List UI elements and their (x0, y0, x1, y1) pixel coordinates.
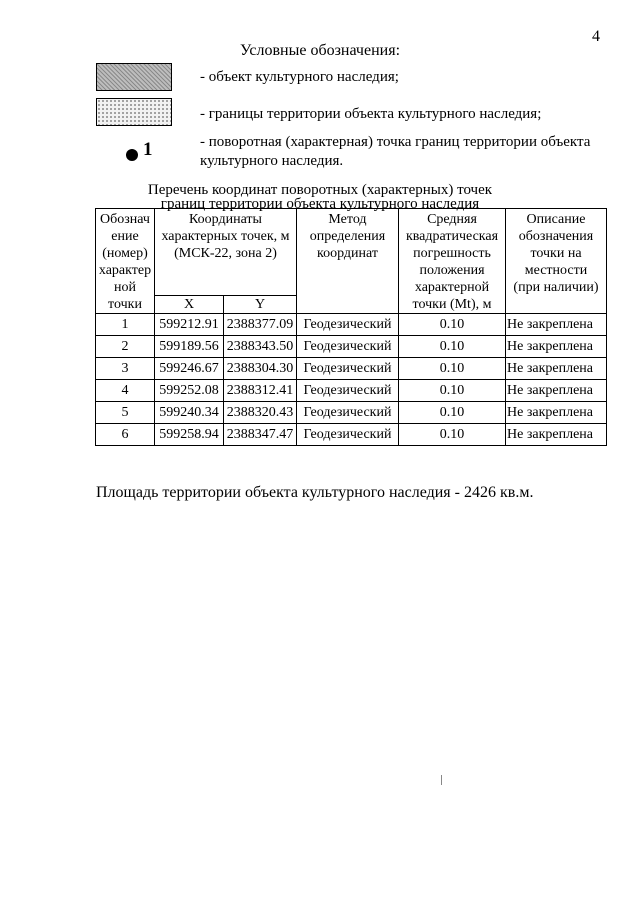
cell-num: 2 (96, 336, 155, 358)
cell-method: Геодезический (297, 424, 399, 446)
table-row (96, 314, 607, 336)
legend-text-heritage-object: - объект культурного наследия; (200, 69, 399, 85)
hatched-swatch-icon (96, 63, 172, 91)
cell-y: 2388320.43 (224, 402, 297, 424)
table-caption-line-2: границ территории объекта культурного наследия (160, 196, 480, 212)
legend-item-heritage-object (96, 63, 616, 103)
cell-num: 1 (96, 314, 155, 336)
header-error-text: Средняя квадратическая погрешность положения характерной точки (Mt), м (405, 212, 499, 312)
cell-num: 3 (96, 358, 155, 380)
cell-desc: Не закреплена (506, 380, 607, 402)
cell-y: 2388312.41 (224, 380, 297, 402)
header-description (506, 209, 607, 314)
cell-x: 599189.56 (155, 336, 224, 358)
cell-y: 2388377.09 (224, 314, 297, 336)
header-coordinates (155, 209, 297, 296)
table-row (96, 380, 607, 402)
table-row (96, 402, 607, 424)
header-description-text: Описание обозначения точки на местности (при наличии) (513, 212, 599, 295)
table-row (96, 336, 607, 358)
cell-num: 5 (96, 402, 155, 424)
cell-method: Геодезический (297, 358, 399, 380)
cell-method: Геодезический (297, 402, 399, 424)
cell-desc: Не закреплена (506, 336, 607, 358)
legend-text-turning-point: - поворотная (характерная) точка границ территории объекта культурного наследия. (200, 134, 591, 169)
cell-num: 6 (96, 424, 155, 446)
header-y: Y (224, 296, 297, 314)
cell-x: 599212.91 (155, 314, 224, 336)
cell-y: 2388343.50 (224, 336, 297, 358)
cell-error: 0.10 (399, 358, 506, 380)
point-marker-label: 1 (143, 139, 153, 160)
legend-item-turning-point (96, 133, 616, 173)
cell-y: 2388304.30 (224, 358, 297, 380)
cell-x: 599240.34 (155, 402, 224, 424)
area-note: Площадь территории объекта культурного наследия - 2426 кв.м. (96, 484, 534, 501)
cell-method: Геодезический (297, 314, 399, 336)
cell-desc: Не закреплена (506, 402, 607, 424)
header-x: X (155, 296, 224, 314)
scan-mark (441, 775, 442, 785)
cell-desc: Не закреплена (506, 424, 607, 446)
cell-y: 2388347.47 (224, 424, 297, 446)
table-row (96, 424, 607, 446)
cell-error: 0.10 (399, 402, 506, 424)
cell-error: 0.10 (399, 314, 506, 336)
cell-x: 599252.08 (155, 380, 224, 402)
cell-desc: Не закреплена (506, 314, 607, 336)
cell-x: 599258.94 (155, 424, 224, 446)
cell-error: 0.10 (399, 380, 506, 402)
cell-num: 4 (96, 380, 155, 402)
header-coordinates-text: Координаты характерных точек, м (МСК-22, зона 2) (161, 212, 290, 261)
table-row (96, 358, 607, 380)
coordinates-table (95, 208, 607, 446)
cell-error: 0.10 (399, 424, 506, 446)
cell-method: Геодезический (297, 336, 399, 358)
cell-x: 599246.67 (155, 358, 224, 380)
legend-item-territory-boundary (96, 98, 616, 138)
legend-title: Условные обозначения: (239, 42, 401, 59)
header-method-text: Метод определения координат (309, 212, 386, 261)
cell-method: Геодезический (297, 380, 399, 402)
page-number: 4 (592, 28, 600, 45)
table-caption (0, 183, 640, 211)
cell-error: 0.10 (399, 336, 506, 358)
header-point-number-text: Обознач ение (номер) характер ной точки (98, 212, 152, 312)
dotted-swatch-icon (96, 98, 172, 126)
point-marker-icon (126, 149, 138, 161)
table-caption-line-1: Перечень координат поворотных (характерных) точек (147, 182, 493, 198)
legend-text-territory-boundary: - границы территории объекта культурного наследия; (200, 106, 542, 122)
cell-desc: Не закреплена (506, 358, 607, 380)
header-method (297, 209, 399, 314)
header-error (399, 209, 506, 314)
header-point-number (96, 209, 155, 314)
